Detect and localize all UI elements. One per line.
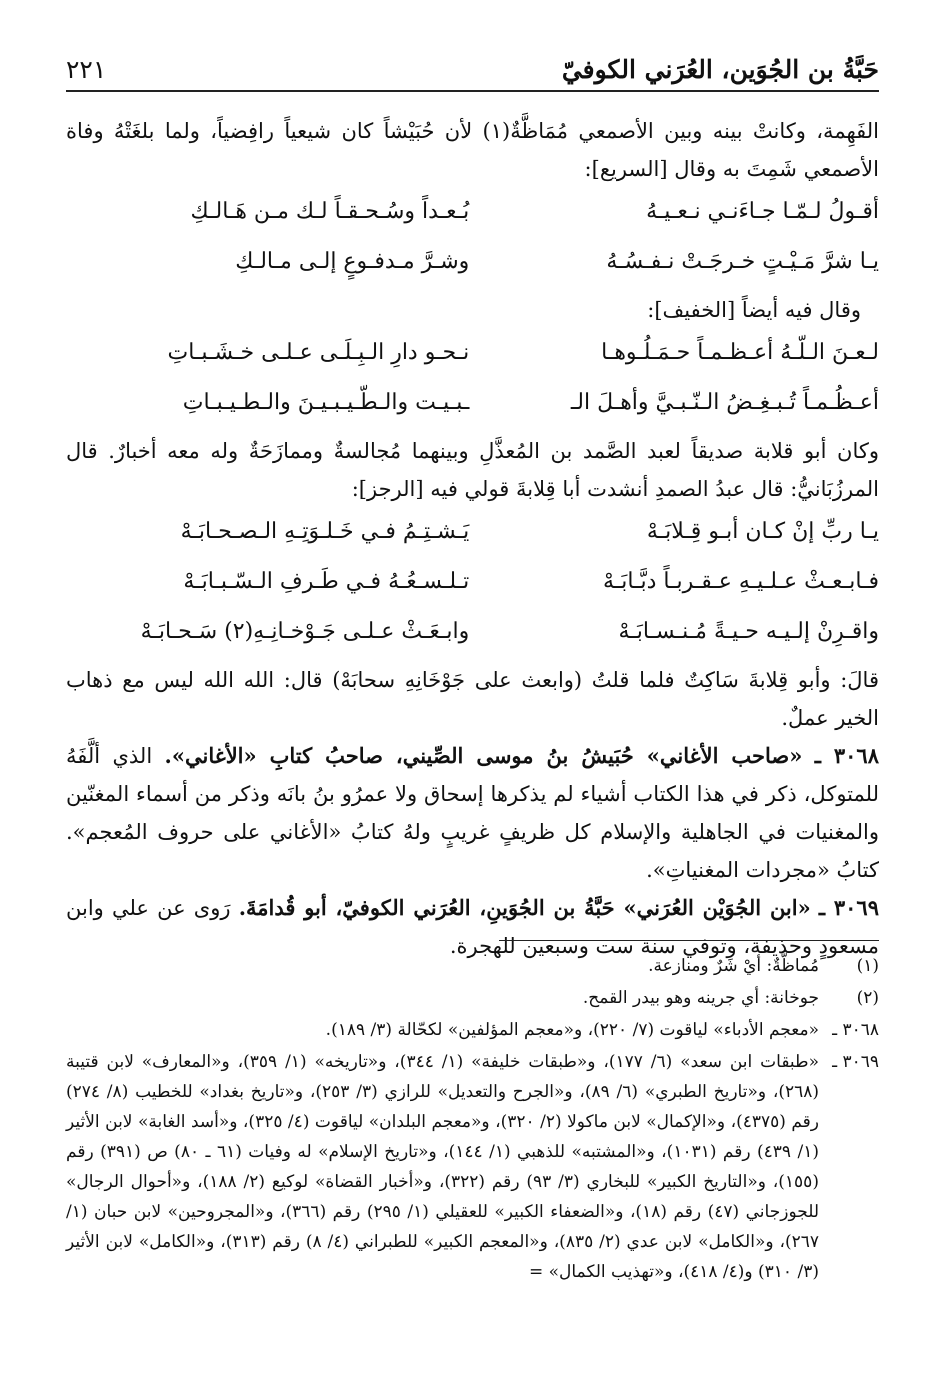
verse-line	[66, 561, 879, 603]
footnote-number: (٢)	[856, 988, 879, 1008]
paragraph: قالَ: وأبو قِلابةَ سَاكِتٌ فلما قلتُ (وابعث على جَوْخَانِهِ سحابَهْ) قال: الله الله ليس مع ذهاب الخير عملٌ.	[66, 668, 879, 730]
entry-number: ٣٠٦٩ ـ	[818, 895, 879, 920]
verse-second-hemistich: تـلـسـعُـهُ فـي طَـرفِ الـسّـبـابَـهْ	[183, 569, 470, 594]
footnote	[66, 1047, 879, 1287]
footnote-number: ٣٠٦٩ ـ	[832, 1052, 879, 1072]
verse-line	[66, 241, 879, 283]
verse-first-hemistich: يـا شرَّ مَـيْـتٍ خـرجَـتْ نـفـسُـهُ	[606, 249, 879, 274]
verse-line	[66, 511, 879, 553]
page-header	[66, 44, 879, 92]
paragraph: وكان أبو قلابة صديقاً لعبد الصَّمد بن المُعذَّلِ وبينهما مُجالسةٌ وممازَحَةٌ وله معه أخبارٌ. قال المرزُبَانيُّ: قال عبدُ الصمدِ أنشدت أبا قِلابةَ قولي فيه [الرجز]:	[66, 439, 879, 501]
verse-line	[66, 191, 879, 233]
footnote-text: «معجم الأدباء» لياقوت (٧/ ٢٢٠)، و«معجم المؤلفين» لكحّالة (٣/ ١٨٩).	[325, 1020, 819, 1040]
verse-second-hemistich: بُـعـداً وسُـحـقـاً لـك مـن هَـالـكِ	[190, 199, 470, 224]
entry-text: الذي ألَّفَهُ للمتوكل، ذكر في هذا الكتاب أشياء لم يذكرها إسحاق ولا عمرُو بنُ بانَه وذكر من أسماء المغنّين والمغنيات في الجاهلية والإسلام كل ظريفٍ غريبٍ ولهُ كتابُ «الأغاني على حروف المُعجم». كتابُ «مجردات المغنياتِ».	[66, 744, 879, 882]
footnote	[66, 951, 879, 981]
verse-second-hemistich: وابـعَـثْ عـلـى جَـوْخـانِـهِ(٢) سَـحـابَـهْ	[140, 619, 470, 644]
verse-first-hemistich: واقـرِنْ إلـيـه حـيـةً مُـنـسـابَـهْ	[618, 619, 879, 644]
verse-line	[66, 332, 879, 374]
verse-second-hemistich: ـبـيـت والـطّـيـبـيـنَ والـطـيـبـاتِ	[182, 390, 470, 415]
footnote-separator	[499, 940, 879, 941]
footnote	[66, 1015, 879, 1045]
verse-first-hemistich: لـعـنَ الـلّـهُ أعـظـمـاً حـمَـلُـوهـا	[601, 340, 879, 365]
footnote-number: (١)	[856, 956, 879, 976]
verse-first-hemistich: يـا ربِّ إنْ كـان أبـو قِـلابَـهْ	[646, 519, 879, 544]
main-text	[66, 112, 879, 965]
entry-text: رَوى عن علي وابن مسعودٍ وحذيفة، وتوفي سنة ست وسبعين للهجرة.	[66, 896, 879, 958]
verse-first-hemistich: فـابـعـثْ عـلـيـهِ عـقـربـاً دبَّـابَـهْ	[602, 569, 879, 594]
verse-line	[66, 382, 879, 424]
verse-first-hemistich: أقـولُ لـمّـا جـاءَنـي نـعـيـهُ	[646, 199, 879, 224]
biography-entry	[66, 737, 879, 889]
verse-line	[66, 611, 879, 653]
footnote-text: مُماظَّةٌ: أيْ شَرٌ ومنازعة.	[648, 956, 819, 976]
verse-second-hemistich: نـحـو دارِ الـبِـلَـى عـلـى خـشَـبـاتِ	[167, 340, 470, 365]
verse-intro: وقال فيه أيضاً [الخفيف]:	[647, 298, 861, 322]
running-title: حَبَّةُ بن الجُوَين، العُرَني الكوفيّ	[561, 55, 879, 84]
footnote-number: ٣٠٦٨ ـ	[832, 1020, 879, 1040]
footnote-text: جوخانة: أي جرينه وهو بيدر القمح.	[582, 988, 819, 1008]
verse-second-hemistich: يَـشـتِـمُ فـي خَـلـوَتِـهِ الـصـحـابَـهْ	[180, 519, 470, 544]
footnote-text: «طبقات ابن سعد» (٦/ ١٧٧)، و«طبقات خليفة» (١/ ٣٤٤)، و«تاريخه» (١/ ٣٥٩)، و«المعارف» لابن قتيبة (٢٦٨)، و«تاريخ الطبري» (٦/ ٨٩)، و«الجرح والتعديل» للرازي (٣/ ٢٥٣)، و«تاريخ بغداد» للخطيب (٨/ ٢٧٤) رقم (٤٣٧٥)، و«الإكمال» لابن ماكولا (٢/ ٣٢٠)، و«معجم البلدان» لياقوت (٤/ ٣٢٥)، و«أسد الغابة» لابن الأثير (١/ ٤٣٩) رقم (١٠٣١)، و«المشتبه» للذهبي (١/ ١٤٤)، و«تاريخ الإسلام» له وفيات (٦١ ـ ٨٠) ص (٣٩١) رقم (١٥٥)، و«التاريخ الكبير» للبخاري (٣/ ٩٣) رقم (٣٢٢)، و«أخبار القضاة» لوكيع (٢/ ١٨٨)، و«أحوال الرجال» للجوزجاني (٤٧) رقم (١٨)، و«الضعفاء الكبير» للعقيلي (١/ ٢٩٥) رقم (٣٦٦)، و«المجروحين» لابن حبان (١/ ٢٦٧)، و«الكامل» لابن عدي (٢/ ٨٣٥)، و«المعجم الكبير» للطبراني (٤/ ٨) رقم (٣١٣)، و«الكامل» لابن الأثير (٣/ ٣١٠) و(٤/ ٤١٨)، و«تهذيب الكمال» =	[66, 1052, 820, 1282]
footnote	[66, 983, 879, 1013]
verse-first-hemistich: أعـظُـمـاً تُـبـغِـضُ الـنّـبـيَّ وأهـلَ الـ	[570, 390, 879, 415]
footnotes	[66, 940, 879, 1289]
entry-title: «صاحب الأغاني» حُبَيشُ بنُ موسى الصِّيني، صاحبُ كتابِ «الأغاني».	[164, 743, 803, 768]
page-number: ٢٢١	[66, 55, 107, 84]
entry-number: ٣٠٦٨ ـ	[814, 743, 879, 768]
verse-second-hemistich: وشـرَّ مـدفـوعٍ إلـى مـالـكِ	[235, 249, 470, 274]
paragraph: الفَهِمة، وكانتْ بينه وبين الأصمعي مُمَاظَّةٌ(١) لأن حُبَيْشاً كان شيعياً رافِضياً، ولما بلغَتْهُ وفاة الأصمعي شَمِتَ به وقال [السريع]:	[66, 119, 879, 181]
entry-title: «ابن الجُوَيْن العُرَني» حَبَّةُ بن الجُوَينِ، العُرَني الكوفيّ، أبو قُدامَةَ.	[238, 895, 811, 920]
